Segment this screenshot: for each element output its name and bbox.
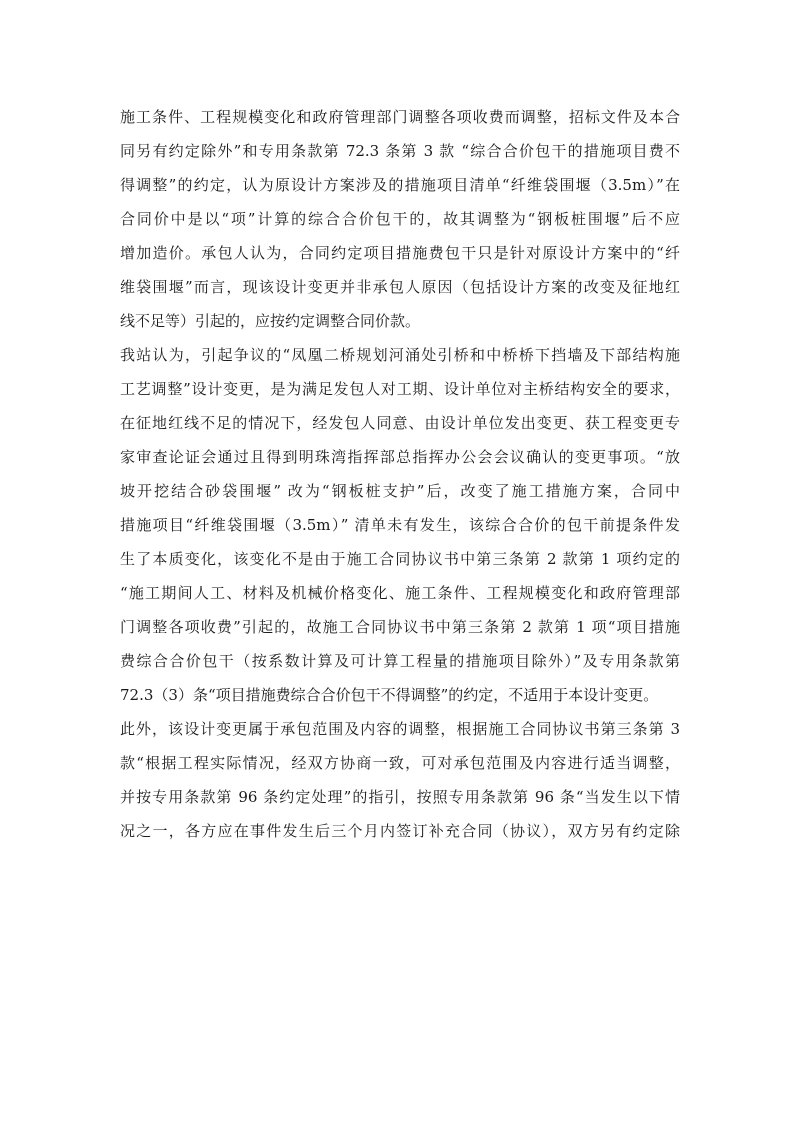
text-line-5: 增加造价。承包人认为，合同约定项目措施费包干只是针对原设计方案中的“纤: [120, 244, 680, 262]
text-line-6: 维袋围堰”而言，现该设计变更并非承包人原因（包括设计方案的改变及征地红: [120, 278, 680, 296]
text-line-12: 坡开挖结合砂袋围堰” 改为“钢板桩支护”后，改变了施工措施方案，合同中: [120, 482, 680, 500]
text-line-9: 工艺调整”设计变更，是为满足发包人对工期、设计单位对主桥结构安全的要求，: [120, 380, 680, 398]
text-line-11: 家审查论证会通过且得到明珠湾指挥部总指挥办公会会议确认的变更事项。“放: [120, 448, 680, 466]
text-line-16: 门调整各项收费”引起的，故施工合同协议书中第三条第 2 款第 1 项“项目措施: [120, 618, 680, 636]
body-text: [120, 100, 680, 848]
text-line-14: 生了本质变化，该变化不是由于施工合同协议书中第三条第 2 款第 1 项约定的: [120, 550, 680, 568]
text-line-18: 72.3（3）条“项目措施费综合合价包干不得调整”的约定，不适用于本设计变更。: [120, 686, 659, 704]
text-line-20: 款“根据工程实际情况，经双方协商一致，可对承包范围及内容进行适当调整，: [120, 754, 680, 772]
text-line-7: 线不足等）引起的，应按约定调整合同价款。: [120, 312, 421, 330]
text-line-3: 得调整”的约定，认为原设计方案涉及的措施项目清单“纤维袋围堰（3.5m）”在: [120, 176, 680, 194]
text-line-8: 我站认为，引起争议的“凤凰二桥规划河涌处引桥和中桥桥下挡墙及下部结构施: [120, 346, 680, 364]
text-line-19: 此外，该设计变更属于承包范围及内容的调整，根据施工合同协议书第三条第 3: [120, 720, 680, 738]
text-line-22: 况之一，各方应在事件发生后三个月内签订补充合同（协议），双方另有约定除: [120, 822, 680, 840]
text-line-17: 费综合合价包干（按系数计算及可计算工程量的措施项目除外）”及专用条款第: [120, 652, 680, 670]
text-line-21: 并按专用条款第 96 条约定处理”的指引，按照专用条款第 96 条“当发生以下情: [120, 788, 680, 806]
text-line-13: 措施项目“纤维袋围堰（3.5m）” 清单未有发生，该综合合价的包干前提条件发: [120, 516, 680, 534]
text-line-2: 同另有约定除外”和专用条款第 72.3 条第 3 款 “综合合价包干的措施项目费不: [120, 142, 680, 160]
text-line-1: 施工条件、工程规模变化和政府管理部门调整各项收费而调整，招标文件及本合: [120, 108, 680, 126]
text-line-4: 合同价中是以“项”计算的综合合价包干的，故其调整为“钢板桩围堰”后不应: [120, 210, 680, 228]
text-line-10: 在征地红线不足的情况下，经发包人同意、由设计单位发出变更、获工程变更专: [120, 414, 680, 432]
text-line-15: “施工期间人工、材料及机械价格变化、施工条件、工程规模变化和政府管理部: [120, 584, 680, 602]
